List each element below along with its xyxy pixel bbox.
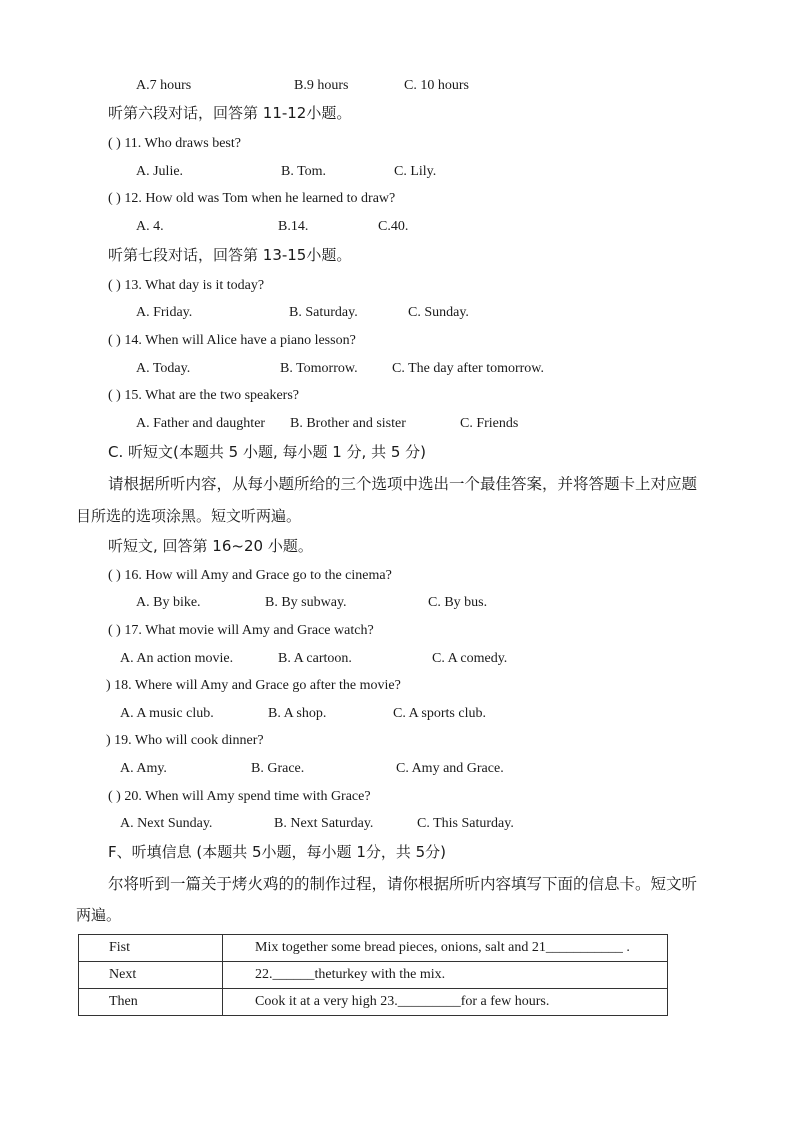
- section-6-heading: 听第六段对话，回答第 11-12小题。: [108, 104, 352, 122]
- q15-option-b: B. Brother and sister: [290, 416, 406, 431]
- q10-option-a: A.7 hours: [136, 78, 192, 93]
- q20-option-a: A. Next Sunday.: [120, 816, 213, 831]
- q12-option-b: B.14.: [278, 219, 309, 234]
- q16-option-b: B. By subway.: [265, 595, 347, 610]
- q15-option-a: A. Father and daughter: [136, 416, 266, 431]
- q19-question: ) 19. Who will cook dinner?: [106, 733, 264, 748]
- q18-option-a: A. A music club.: [120, 706, 214, 721]
- q20-option-b: B. Next Saturday.: [274, 816, 374, 831]
- q17-option-a: A. An action movie.: [120, 651, 234, 666]
- q14-option-a: A. Today.: [136, 361, 191, 376]
- q13-question: ( ) 13. What day is it today?: [108, 278, 265, 293]
- q14-question: ( ) 14. When will Alice have a piano lesson?: [108, 333, 356, 348]
- table-row: [79, 962, 668, 989]
- q18-option-b: B. A shop.: [268, 706, 327, 721]
- q20-question: ( ) 20. When will Amy spend time with Grace?: [108, 789, 371, 804]
- q12-option-a: A. 4.: [136, 219, 164, 234]
- table-step-cell: Then: [79, 989, 223, 1016]
- q17-option-b: B. A cartoon.: [278, 651, 352, 666]
- q13-option-b: B. Saturday.: [289, 305, 358, 320]
- table-text-cell[interactable]: Cook it at a very high 23._________for a few hours.: [223, 989, 668, 1016]
- section-c-instruction-2: 目所选的选项涂黑。短文听两遍。: [76, 507, 302, 525]
- q16-option-c: C. By bus.: [428, 595, 488, 610]
- table-step-cell: Fist: [79, 935, 223, 962]
- q16-question: ( ) 16. How will Amy and Grace go to the cinema?: [108, 568, 392, 583]
- q12-question: ( ) 12. How old was Tom when he learned to draw?: [108, 191, 396, 206]
- table-step-cell: Next: [79, 962, 223, 989]
- q17-option-c: C. A comedy.: [432, 651, 508, 666]
- q19-option-a: A. Amy.: [120, 761, 167, 776]
- q10-option-b: B.9 hours: [294, 78, 349, 93]
- table-text-cell[interactable]: Mix together some bread pieces, onions, salt and 21___________ .: [223, 935, 668, 962]
- q19-option-c: C. Amy and Grace.: [396, 761, 504, 776]
- short-passage-heading: 听短文, 回答第 16~20 小题。: [108, 537, 313, 555]
- q14-option-c: C. The day after tomorrow.: [392, 361, 545, 376]
- section-f-instruction-2: 两遍。: [76, 906, 122, 924]
- q13-option-c: C. Sunday.: [408, 305, 469, 320]
- table-row: [79, 935, 668, 962]
- q11-question: ( ) 11. Who draws best?: [108, 136, 241, 151]
- q18-question: ) 18. Where will Amy and Grace go after the movie?: [106, 678, 401, 693]
- q11-option-c: C. Lily.: [394, 164, 437, 179]
- table-text-cell[interactable]: 22.______theturkey with the mix.: [223, 962, 668, 989]
- q11-option-a: A. Julie.: [136, 164, 184, 179]
- q19-option-b: B. Grace.: [251, 761, 305, 776]
- section-f-instruction-1: 尔将听到一篇关于烤火鸡的的制作过程，请你根据所听内容填写下面的信息卡。短文听: [108, 875, 698, 893]
- q15-question: ( ) 15. What are the two speakers?: [108, 388, 299, 403]
- table-row: [79, 989, 668, 1016]
- section-c-heading: C. 听短文(本题共 5 小题, 每小题 1 分, 共 5 分): [108, 443, 427, 461]
- q18-option-c: C. A sports club.: [393, 706, 486, 721]
- q16-option-a: A. By bike.: [136, 595, 201, 610]
- q15-option-c: C. Friends: [460, 416, 519, 431]
- q12-option-c: C.40.: [378, 219, 409, 234]
- info-card-table: [78, 934, 668, 1016]
- q20-option-c: C. This Saturday.: [417, 816, 514, 831]
- q13-option-a: A. Friday.: [136, 305, 193, 320]
- q17-question: ( ) 17. What movie will Amy and Grace watch?: [108, 623, 374, 638]
- q14-option-b: B. Tomorrow.: [280, 361, 358, 376]
- section-f-heading: F、听填信息 (本题共 5小题，每小题 1分，共 5分): [108, 843, 447, 861]
- section-7-heading: 听第七段对话，回答第 13-15小题。: [108, 246, 352, 264]
- q10-option-c: C. 10 hours: [404, 78, 469, 93]
- section-c-instruction-1: 请根据所听内容，从每小题所给的三个选项中选出一个最佳答案，并将答题卡上对应题: [108, 475, 698, 493]
- q11-option-b: B. Tom.: [281, 164, 327, 179]
